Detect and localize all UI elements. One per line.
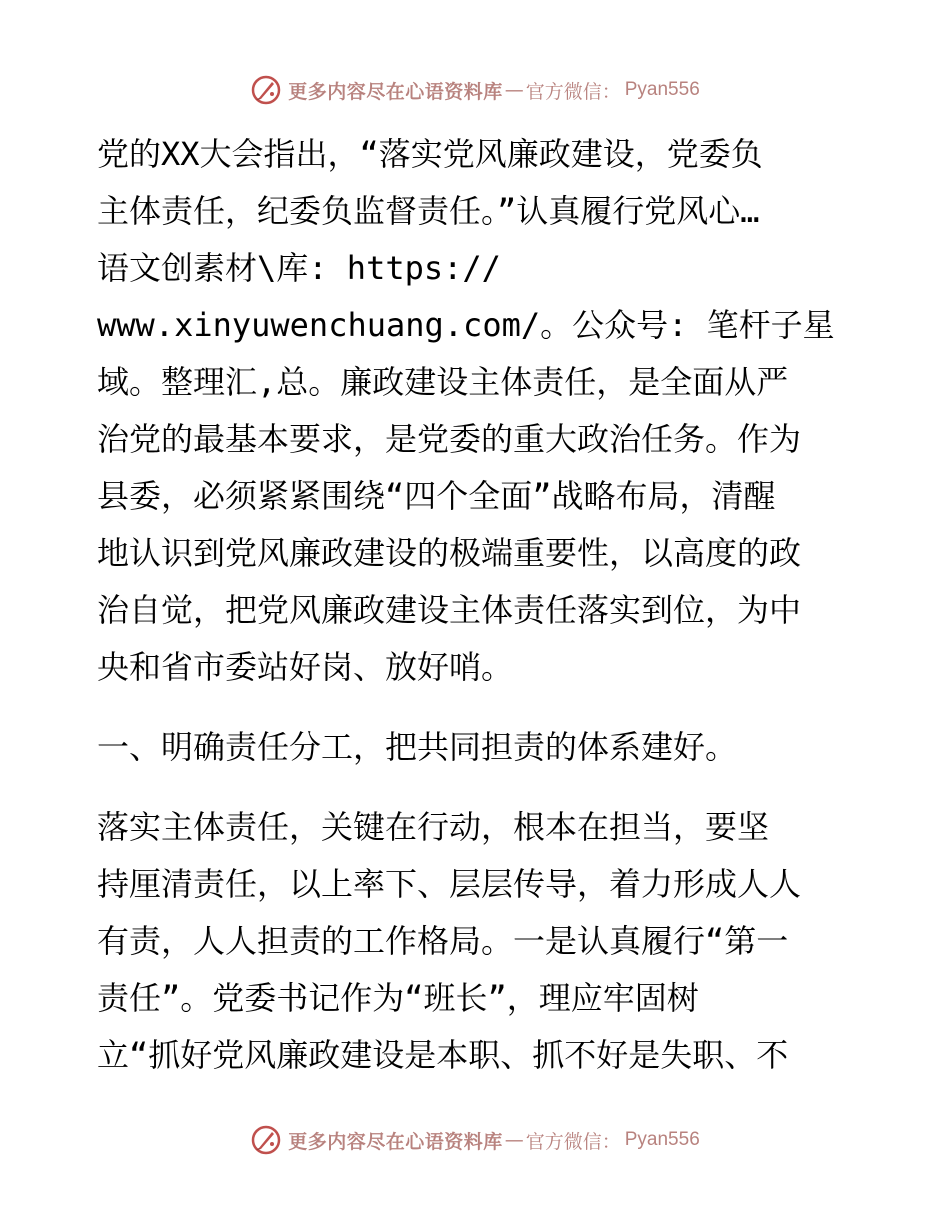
text-line: 落实主体责任，关键在行动，根本在担当，要坚	[97, 808, 770, 846]
section-heading	[97, 719, 857, 776]
text-line: 域。整理汇,总。廉政建设主体责任，是全面从严	[97, 363, 789, 401]
text-line: 县委，必须紧紧围绕“四个全面”战略布局，清醒	[97, 477, 776, 515]
banner-separator: —	[504, 1129, 524, 1151]
text-line: 地认识到党风廉政建设的极端重要性，以高度的政	[97, 534, 802, 572]
text-line: www.xinyuwenchuang.com/。公众号: 笔杆子星	[97, 306, 835, 344]
banner-brand: 更多内容尽在心语资料库	[288, 1130, 503, 1153]
header-banner	[0, 70, 950, 110]
text-line: 语文创素材\库: https://	[97, 249, 501, 287]
banner-wechat-id: Pyan556	[624, 1129, 700, 1150]
text-line: 央和省市委站好岗、放好哨。	[97, 648, 514, 686]
document-body	[97, 126, 857, 1084]
text-line: 党的XX大会指出，“落实党风廉政建设，党委负	[97, 135, 763, 173]
paragraph-gap	[97, 696, 857, 719]
quill-logo-icon	[250, 74, 282, 106]
paragraph	[97, 126, 857, 696]
text-line: 责任”。党委书记作为“班长”，理应牢固树	[97, 979, 699, 1017]
text-line: 主体责任，纪委负监督责任。”认真履行党风心…	[97, 192, 760, 230]
paragraph	[97, 799, 857, 1084]
text-line: 持厘清责任，以上率下、层层传导，着力形成人人	[97, 865, 802, 903]
text-line: 一、明确责任分工，把共同担责的体系建好。	[97, 728, 738, 766]
paragraph-gap	[97, 776, 857, 799]
footer-banner	[0, 1120, 950, 1160]
banner-wechat-label: 官方微信：	[525, 80, 621, 103]
banner-separator: —	[504, 79, 524, 101]
text-line: 有责，人人担责的工作格局。一是认真履行“第一	[97, 922, 789, 960]
banner-wechat-id: Pyan556	[624, 79, 700, 100]
text-line: 治自觉，把党风廉政建设主体责任落实到位，为中	[97, 591, 802, 629]
quill-logo-icon	[250, 1124, 282, 1156]
text-line: 立“抓好党风廉政建设是本职、抓不好是失职、不	[97, 1036, 789, 1074]
text-line: 治党的最基本要求，是党委的重大政治任务。作为	[97, 420, 802, 458]
banner-wechat-label: 官方微信：	[525, 1130, 621, 1153]
banner-brand: 更多内容尽在心语资料库	[288, 80, 503, 103]
